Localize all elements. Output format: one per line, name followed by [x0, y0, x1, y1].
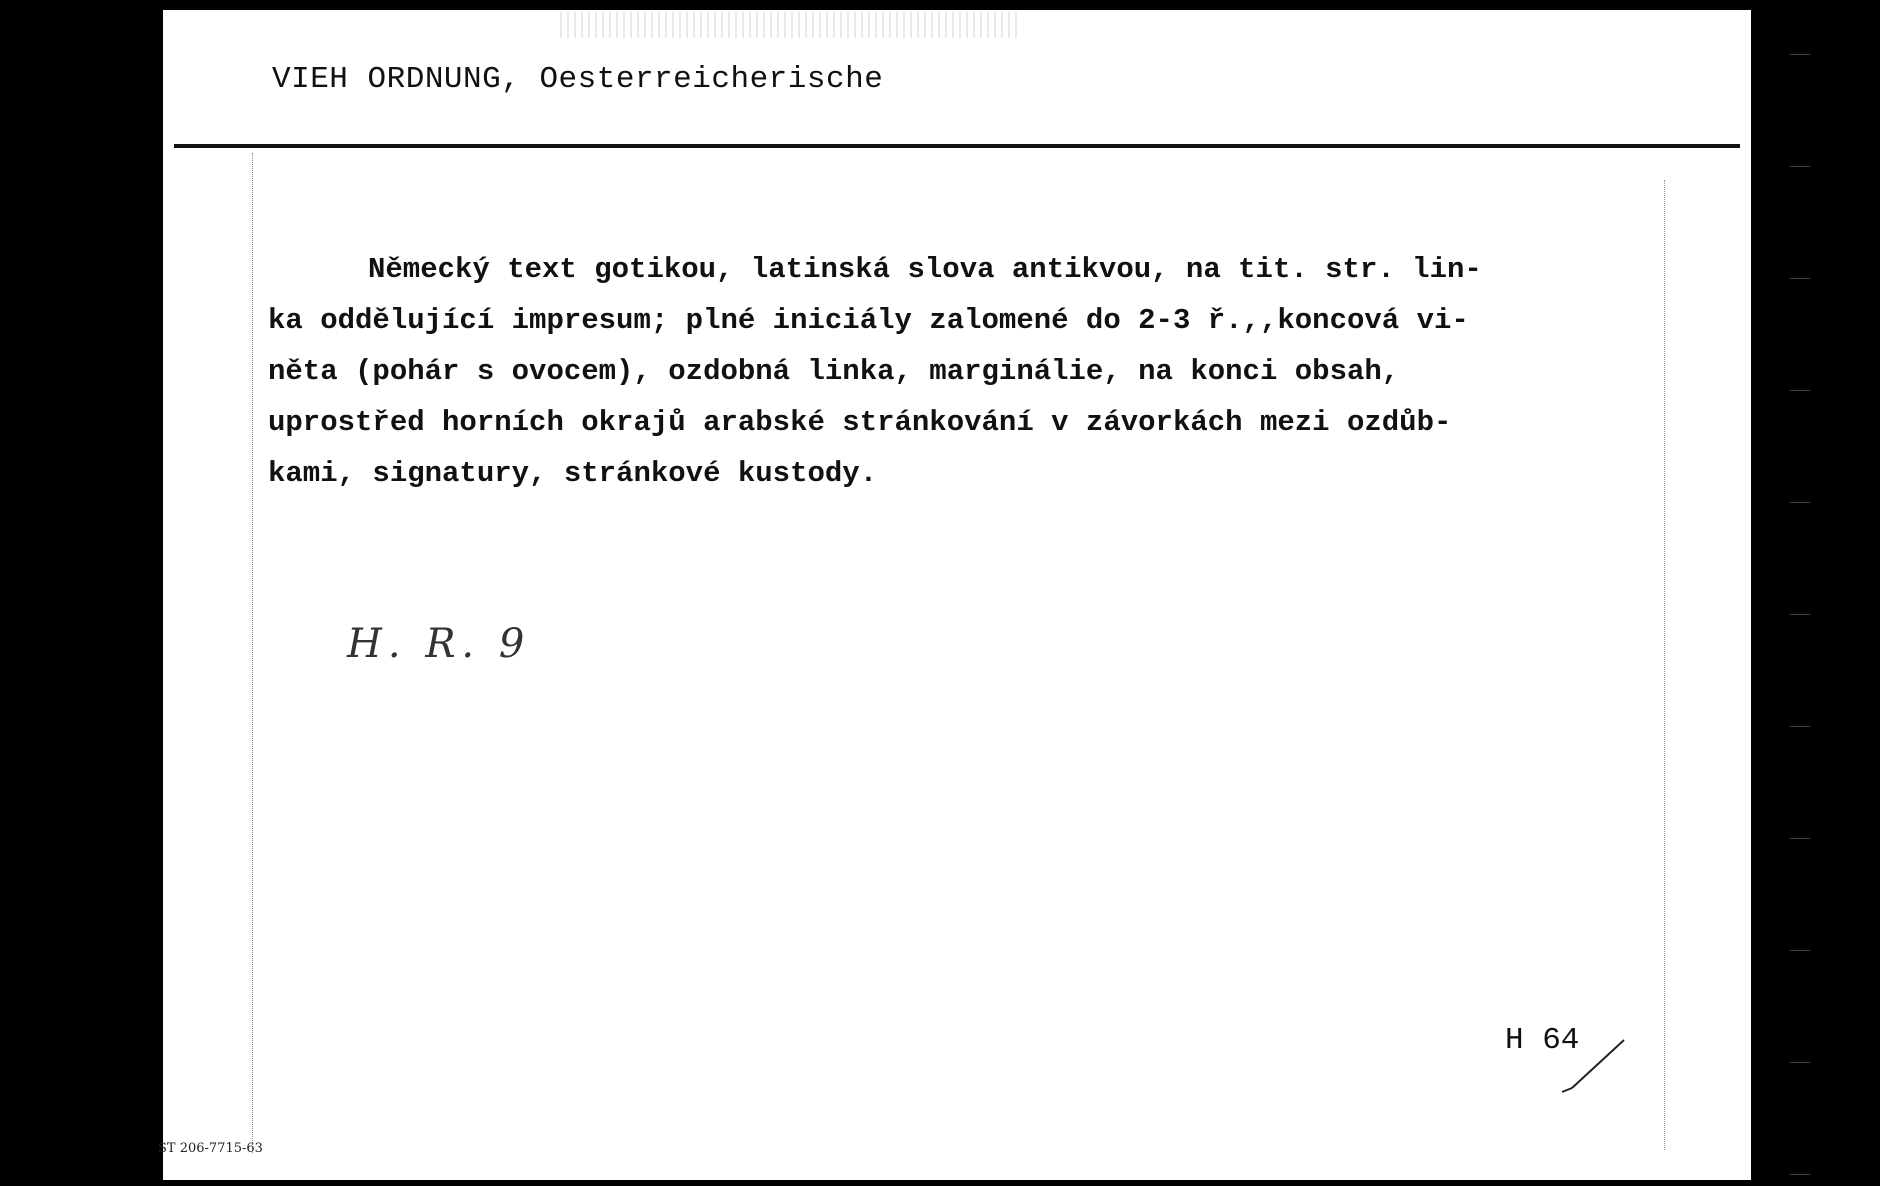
- scan-edge-noise: [1790, 0, 1810, 1186]
- scan-header-noise: [560, 12, 1020, 38]
- card-heading: VIEH ORDNUNG, Oesterreicherische: [272, 62, 884, 97]
- card-description: [268, 244, 1648, 499]
- right-margin-line: [1664, 180, 1665, 1150]
- description-line: Německý text gotikou, latinská slova antikvou, na tit. str. lin-: [368, 253, 1482, 286]
- description-line: něta (pohár s ovocem), ozdobná linka, marginálie, na konci obsah,: [268, 355, 1400, 388]
- handwritten-slash: [1558, 1036, 1628, 1094]
- catalog-card: [163, 10, 1751, 1180]
- description-line: ka oddělující impresum; plné iniciály zalomené do 2-3 ř.,,koncová vi-: [268, 304, 1469, 337]
- footer-code: ST 206-7715-63: [158, 1141, 263, 1156]
- heading-rule: [174, 144, 1740, 148]
- description-line: uprostřed horních okrajů arabské stránkování v závorkách mezi ozdůb-: [268, 406, 1452, 439]
- description-line: kami, signatury, stránkové kustody.: [268, 457, 878, 490]
- left-margin-line: [252, 153, 253, 1153]
- shelf-mark: H 64: [1505, 1023, 1580, 1058]
- handwritten-note: H. R. 9: [347, 621, 531, 667]
